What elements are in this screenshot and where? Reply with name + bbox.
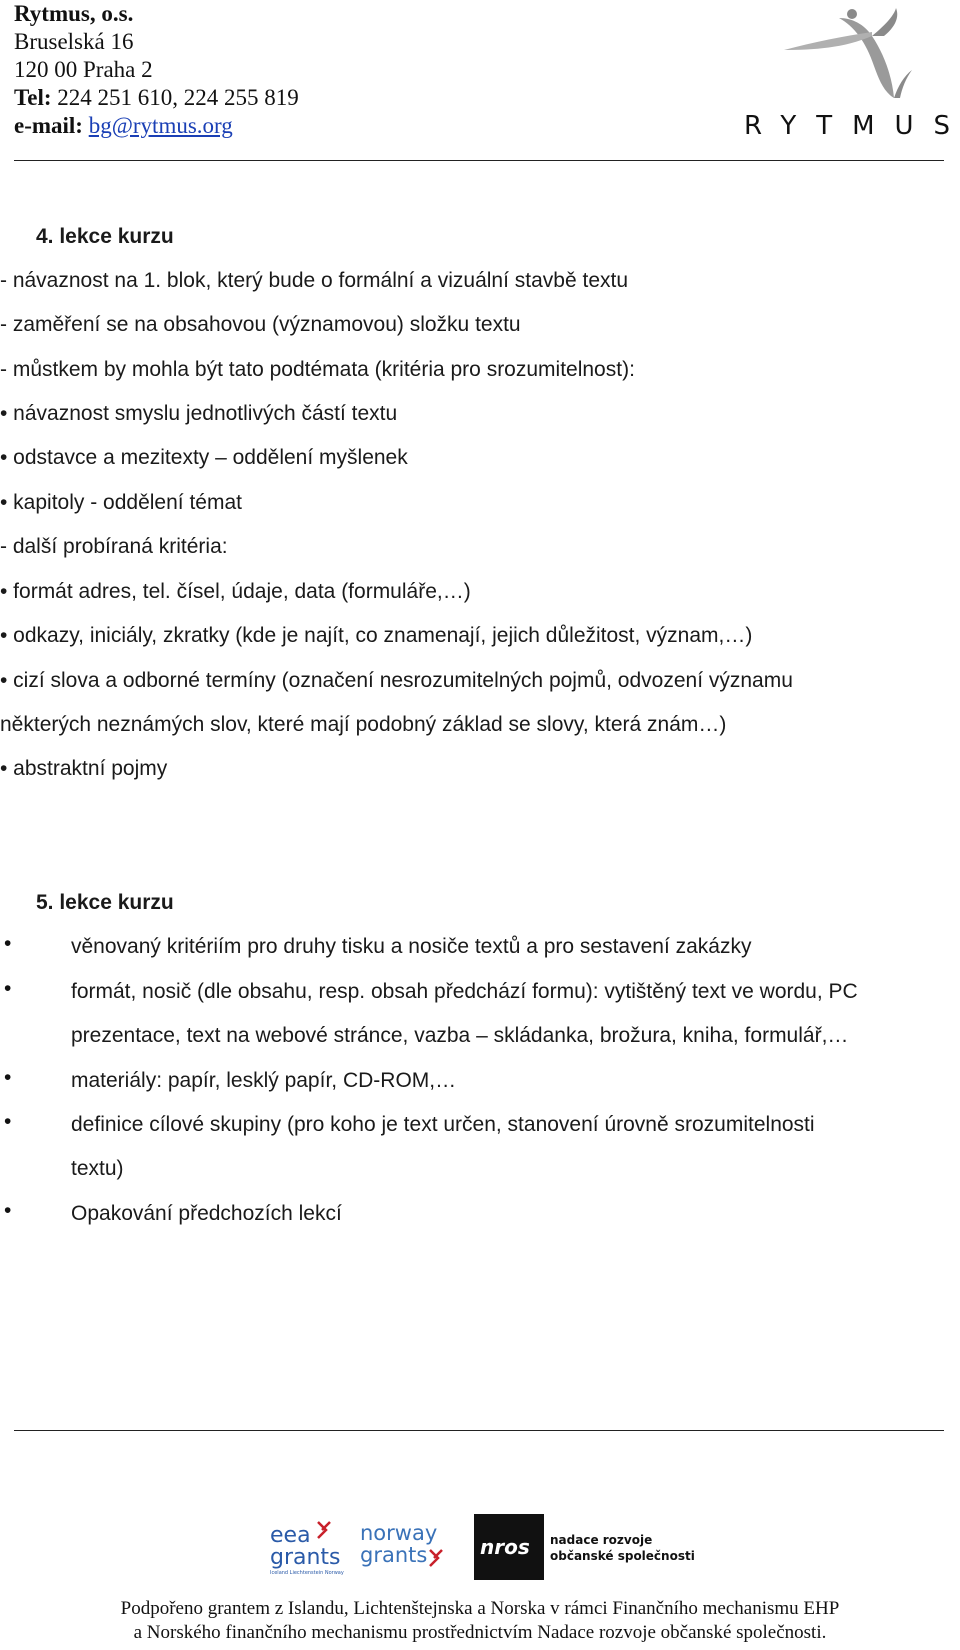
lesson-5-item: Opakování předchozích lekcí bbox=[71, 1202, 342, 1225]
norway-grants-logo bbox=[360, 1518, 460, 1578]
footer-credits bbox=[0, 1597, 960, 1645]
lesson-5-item: formát, nosič (dle obsahu, resp. obsah předchází formu): vytištěný text ve wordu, PC bbox=[71, 980, 858, 1003]
lesson-4-line: • odkazy, iniciály, zkratky (kde je najít, co znamenají, jejich důležitost, význam,…) bbox=[0, 624, 753, 647]
svg-text:nros: nros bbox=[480, 1535, 530, 1559]
phone-value: 224 251 610, 224 255 819 bbox=[57, 85, 299, 110]
bullet-icon: • bbox=[4, 977, 12, 1000]
bullet-icon: • bbox=[4, 932, 12, 955]
eea-grants-icon bbox=[268, 1518, 348, 1578]
email-link[interactable]: bg@rytmus.org bbox=[88, 113, 233, 138]
logo-wordmark bbox=[744, 110, 960, 147]
lesson-5-heading: 5. lekce kurzu bbox=[36, 891, 174, 914]
footer-line-2: a Norského finančního mechanismu prostřednictvím Nadace rozvoje občanské společnosti. bbox=[133, 1622, 827, 1643]
nros-logo-mark bbox=[474, 1514, 544, 1580]
logo-letters bbox=[744, 110, 960, 140]
email-line bbox=[14, 112, 233, 140]
svg-text:Iceland Liechtenstein Norway: Iceland Liechtenstein Norway bbox=[270, 1570, 344, 1576]
eea-grants-logo bbox=[268, 1518, 348, 1578]
svg-text:eea: eea bbox=[270, 1523, 311, 1548]
nros-logo-text bbox=[550, 1532, 710, 1568]
lesson-5-item: materiály: papír, lesklý papír, CD-ROM,… bbox=[71, 1069, 457, 1092]
lesson-4-line: - můstkem by mohla být tato podtémata (kritéria pro srozumitelnost): bbox=[0, 358, 635, 381]
svg-text:grants: grants bbox=[360, 1543, 428, 1567]
rytmus-logo bbox=[744, 6, 960, 141]
svg-text:norway: norway bbox=[360, 1521, 438, 1545]
letterhead bbox=[14, 0, 950, 175]
lesson-4-line: • kapitoly - oddělení témat bbox=[0, 491, 242, 514]
lesson-4-line: - zaměření se na obsahovou (významovou) složku textu bbox=[0, 313, 521, 336]
footer-line-1: Podpořeno grantem z Islandu, Lichtenštejnska a Norska v rámci Finančního mechanismu EHP bbox=[120, 1598, 840, 1619]
lesson-5-item-continued: textu) bbox=[71, 1157, 124, 1180]
org-name: Rytmus, o.s. bbox=[14, 1, 134, 26]
norway-grants-icon bbox=[360, 1518, 460, 1578]
bullet-icon: • bbox=[4, 1199, 12, 1222]
lesson-4-line: některých neznámých slov, které mají podobný základ se slovy, která znám…) bbox=[0, 713, 727, 736]
lesson-4-heading: 4. lekce kurzu bbox=[36, 225, 174, 248]
lesson-4-line: - návaznost na 1. blok, který bude o formální a vizuální stavbě textu bbox=[0, 269, 629, 292]
svg-text:grants: grants bbox=[270, 1545, 341, 1570]
svg-text:RYTMUS: RYTMUS bbox=[744, 111, 950, 140]
header-divider bbox=[14, 160, 944, 161]
nros-name-line-2: občanské společnosti bbox=[550, 1549, 695, 1563]
phone-line bbox=[14, 84, 299, 112]
lesson-4-line: • abstraktní pojmy bbox=[0, 757, 168, 780]
lesson-4-line: • cizí slova a odborné termíny (označení nesrozumitelných pojmů, odvození významu bbox=[0, 669, 793, 692]
bullet-icon: • bbox=[4, 1066, 12, 1089]
lesson-4-line: - další probíraná kritéria: bbox=[0, 535, 228, 558]
email-label: e-mail: bbox=[14, 113, 83, 138]
sponsor-logos bbox=[268, 1518, 708, 1588]
dancer-figure-icon bbox=[744, 6, 960, 111]
lesson-4-line: • návaznost smyslu jednotlivých částí textu bbox=[0, 402, 398, 425]
nros-icon bbox=[474, 1514, 544, 1580]
lesson-5-item-continued: prezentace, text na webové stránce, vazba – skládanka, brožura, kniha, formulář,… bbox=[71, 1024, 849, 1047]
city-address: 120 00 Praha 2 bbox=[14, 57, 153, 82]
bullet-icon: • bbox=[4, 1110, 12, 1133]
lesson-5-item: věnovaný kritériím pro druhy tisku a nosiče textů a pro sestavení zakázky bbox=[71, 935, 752, 958]
street-address: Bruselská 16 bbox=[14, 29, 134, 54]
lesson-4-line: • formát adres, tel. čísel, údaje, data (formuláře,…) bbox=[0, 580, 471, 603]
nros-name-line-1: nadace rozvoje bbox=[550, 1533, 653, 1547]
lesson-5-item: definice cílové skupiny (pro koho je text určen, stanovení úrovně srozumitelnosti bbox=[71, 1113, 815, 1136]
lesson-4-line: • odstavce a mezitexty – oddělení myšlenek bbox=[0, 446, 408, 469]
phone-label: Tel: bbox=[14, 85, 52, 110]
footer-divider bbox=[14, 1430, 944, 1431]
